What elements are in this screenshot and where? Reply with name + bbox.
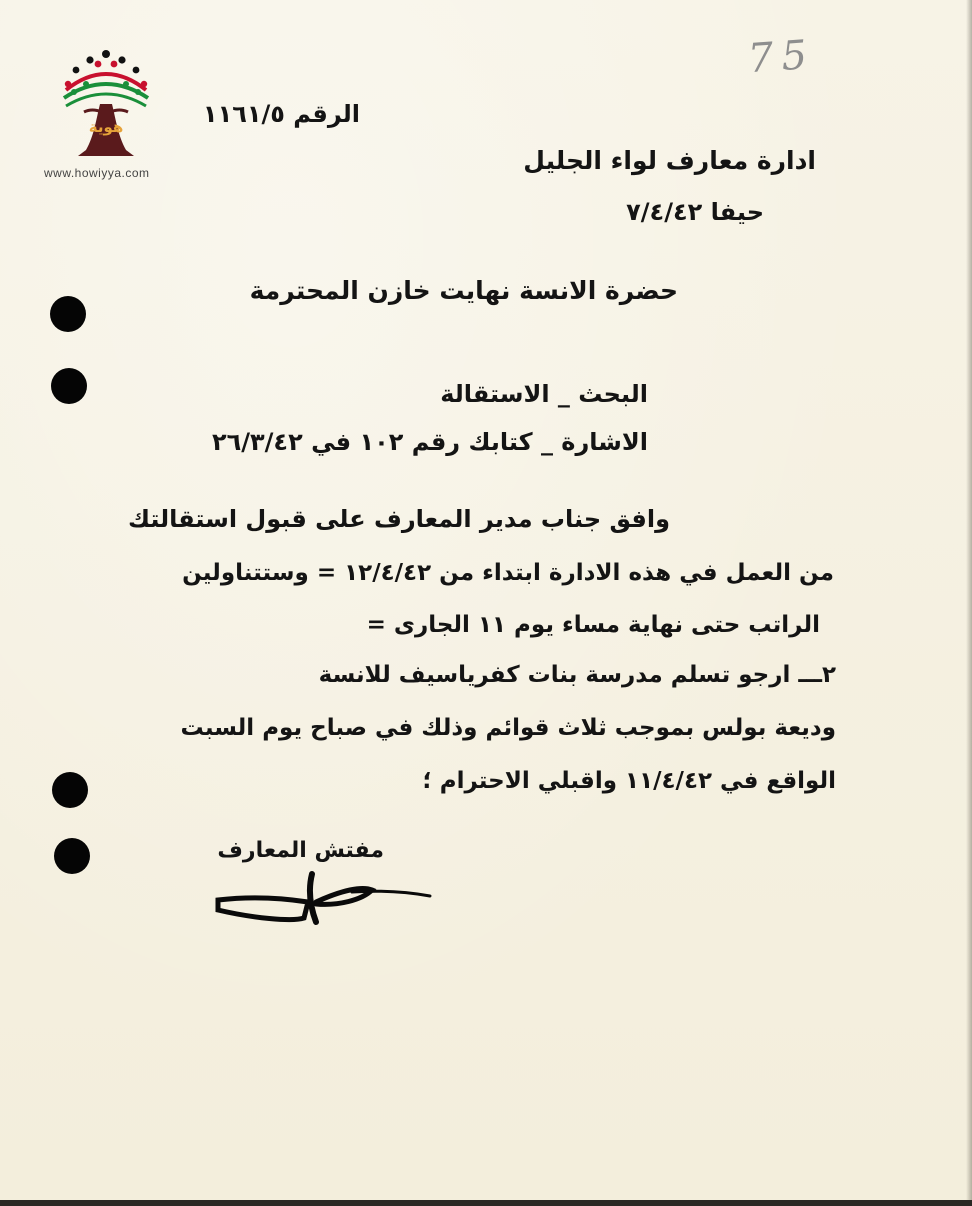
place-date: حيفا ٧/٤/٤٢ [626, 198, 764, 226]
punch-hole [54, 838, 90, 874]
organization-name: ادارة معارف لواء الجليل [523, 146, 816, 175]
handwritten-signature [212, 866, 436, 930]
logo-url: www.howiyya.com [44, 166, 150, 180]
tree-logo-icon [56, 46, 156, 164]
reference-line: الاشارة _ كتابك رقم ١٠٢ في ٢٦/٣/٤٢ [211, 428, 648, 456]
subject-line: البحث _ الاستقالة [440, 380, 648, 408]
body-line: من العمل في هذه الادارة ابتداء من ١٢/٤/٤٢ = وستتناولين [182, 560, 834, 586]
logo-mark-text: هوية [88, 118, 124, 136]
addressee: حضرة الانسة نهايت خازن المحترمة [249, 276, 678, 305]
punch-hole [51, 368, 87, 404]
punch-hole [52, 772, 88, 808]
page-edge-shadow [966, 0, 972, 1206]
body-line: الواقع في ١١/٤/٤٢ واقبلي الاحترام ؛ [422, 768, 836, 794]
reference-number: الرقم ١١٦١/٥ [202, 100, 360, 128]
body-line: الراتب حتى نهاية مساء يوم ١١ الجارى = [366, 612, 820, 638]
page-bottom-border [0, 1200, 972, 1206]
body-line: وديعة بولس بموجب ثلاث قوائم وذلك في صباح يوم السبت [180, 715, 836, 741]
signature-title: مفتش المعارف [217, 838, 384, 863]
body-line: وافق جناب مدير المعارف على قبول استقالتك [127, 505, 670, 533]
page-number: 75 [746, 31, 817, 83]
body-line: ٢ـــ ارجو تسلم مدرسة بنات كفرياسيف للانسة [318, 662, 836, 688]
punch-hole [50, 296, 86, 332]
